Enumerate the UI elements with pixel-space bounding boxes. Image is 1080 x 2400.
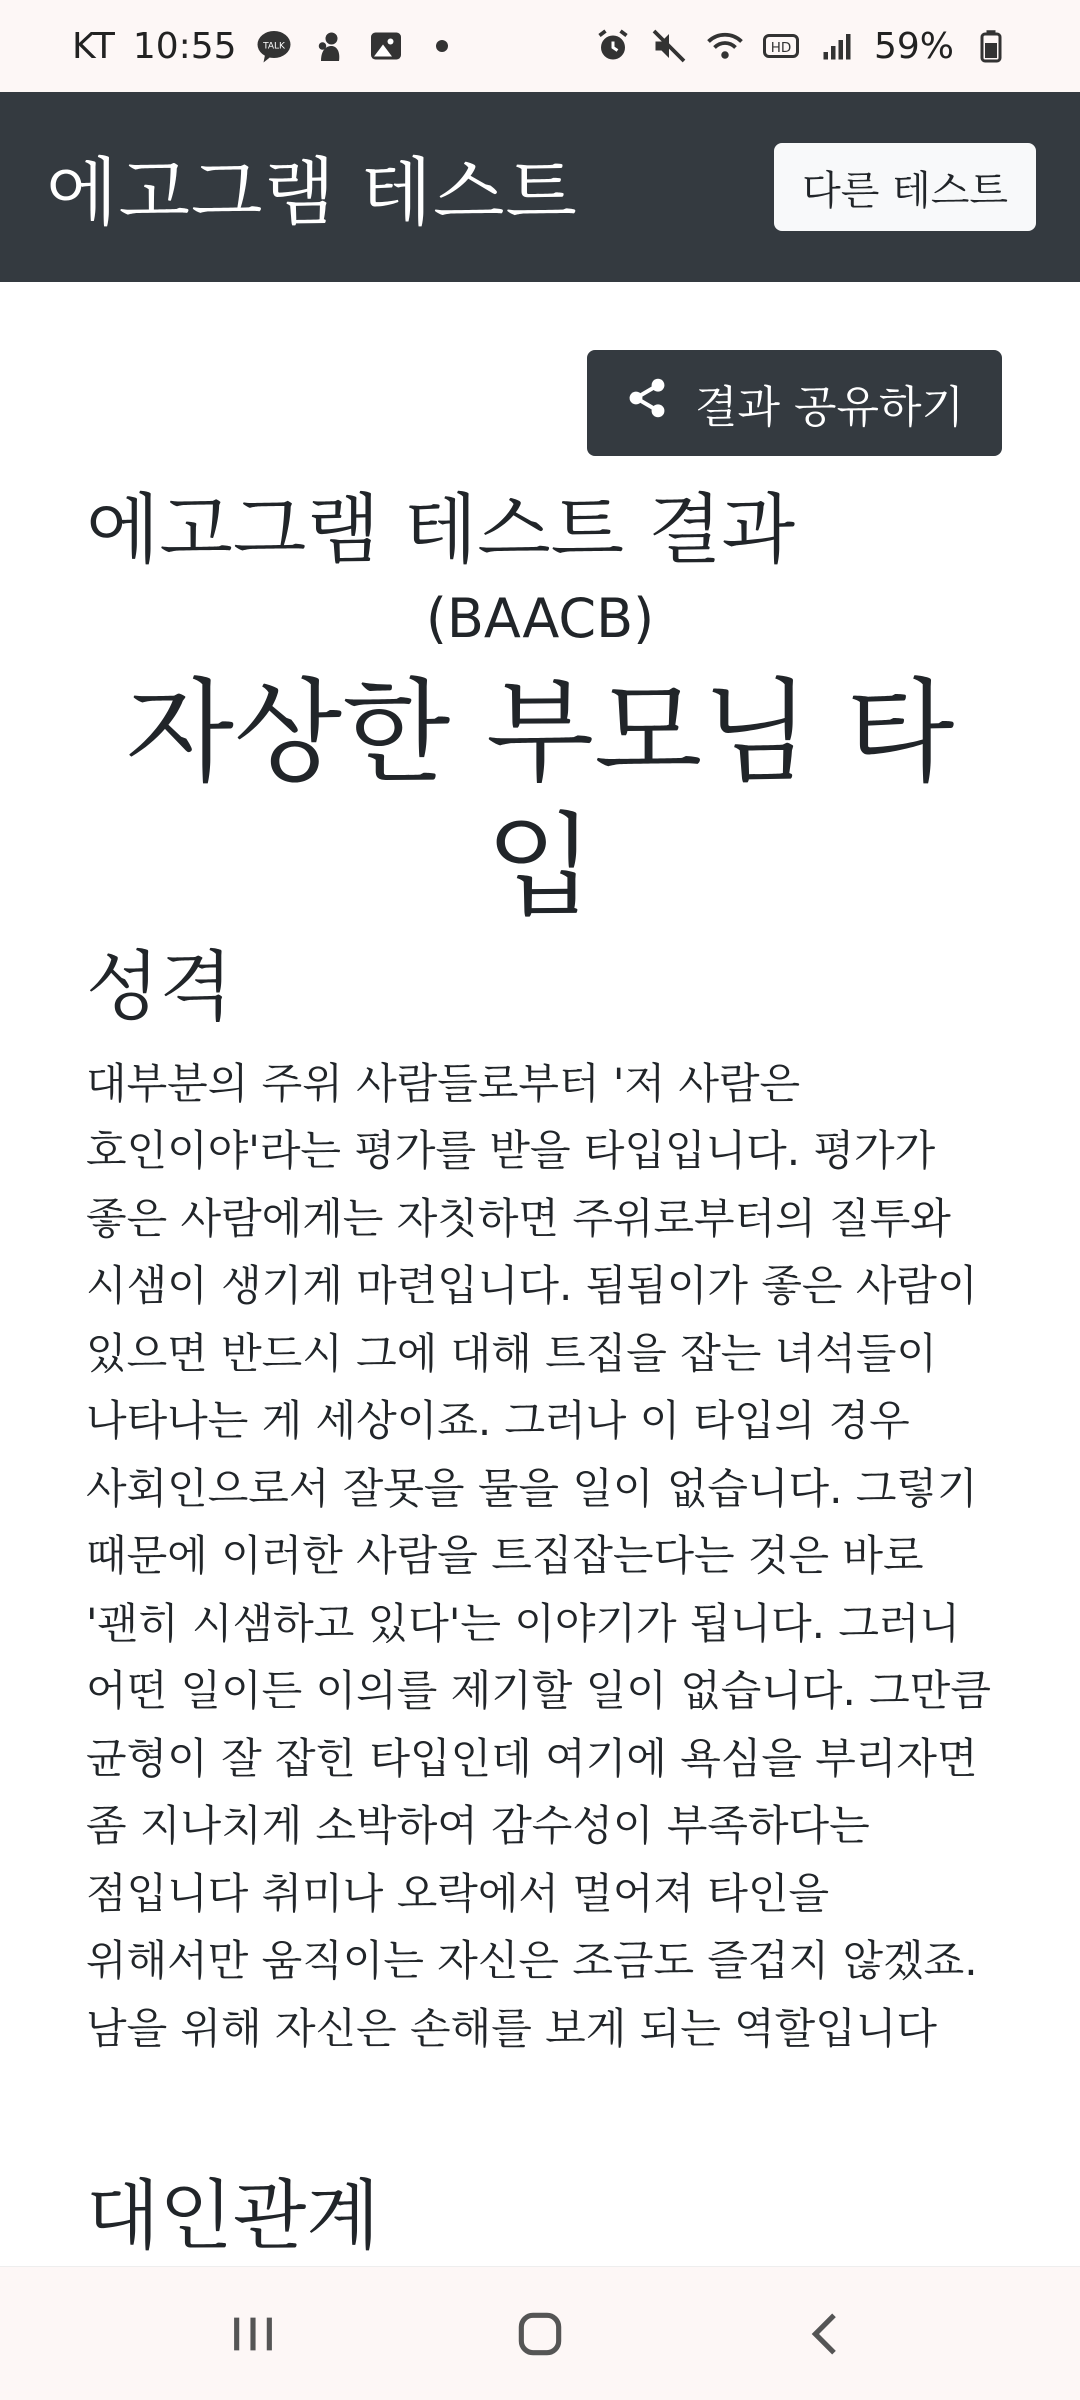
share-row <box>86 350 1002 456</box>
talk-icon <box>255 27 293 65</box>
home-icon[interactable] <box>500 2294 580 2374</box>
relationship-heading: 대인관계 <box>86 2171 380 2261</box>
result-title: 에고그램 테스트 결과 <box>86 485 796 574</box>
signal-icon <box>818 27 856 65</box>
status-bar <box>0 0 1080 92</box>
personality-text: 대부분의 주위 사람들로부터 '저 사람은 호인이야'라는 평가를 받을 타입입니다. 평가가 좋은 사람에게는 자칫하면 주위로부터의 질투와 시샘이 생기게 마련입니다. 됨됨이가 좋은 사람이 있으면 반드시 그에 대해 트집을 잡는 녀석들이 나타나는 게 세상이죠. 그러나 이 타입의 경우 사회인으로서 잘못을 물을 일이 없습니다. 그렇기 때문에 이러한 사람을 트집잡는다는 것은 바로 '괜히 시샘하고 있다'는 이야기가 됩니다. 그러니 어떤 일이든 이의를 제기할 일이 없습니다. 그만큼 균형이 잘 잡힌 타입인데 여기에 욕심을 부리자면 좀 지나치게 소박하여 감수성이 부족하다는 점입니다 취미나 오락에서 멀어져 타인을 위해서만 움직이는 자신은 조금도 즐겁지 않겠죠. 남을 위해 자신은 손해를 보게 되는 역할입니다 <box>86 1058 991 2053</box>
app-title[interactable]: 에고그램 테스트 <box>46 150 578 236</box>
other-test-button[interactable]: 다른 테스트 <box>774 143 1036 231</box>
image-icon <box>367 27 405 65</box>
alarm-icon <box>594 27 632 65</box>
result-code: (BAACB) <box>425 587 655 651</box>
navbar <box>0 92 1080 282</box>
share-icon <box>625 376 669 431</box>
status-left <box>72 26 461 67</box>
wifi-icon <box>706 27 744 65</box>
share-result-button[interactable] <box>587 350 1002 456</box>
clock: 10:55 <box>132 25 237 67</box>
hd-icon <box>762 27 800 65</box>
main-content[interactable] <box>0 282 1080 2266</box>
status-right <box>594 26 1010 67</box>
battery-percent: 59% <box>873 25 954 67</box>
result-type-name: 자상한 부모님 타입 <box>125 667 955 933</box>
carrier-label: KT <box>72 25 115 67</box>
battery-icon <box>972 27 1010 65</box>
svg-text:TALK: TALK <box>262 41 285 52</box>
svg-text:HD: HD <box>770 40 792 56</box>
mute-icon <box>650 27 688 65</box>
back-icon[interactable] <box>787 2294 867 2374</box>
notification-icon <box>311 27 349 65</box>
dot-icon <box>423 27 461 65</box>
share-result-label: 결과 공유하기 <box>694 382 964 433</box>
system-nav-bar <box>0 2266 1080 2400</box>
personality-heading: 성격 <box>86 941 233 1031</box>
recent-apps-icon[interactable] <box>213 2294 293 2374</box>
